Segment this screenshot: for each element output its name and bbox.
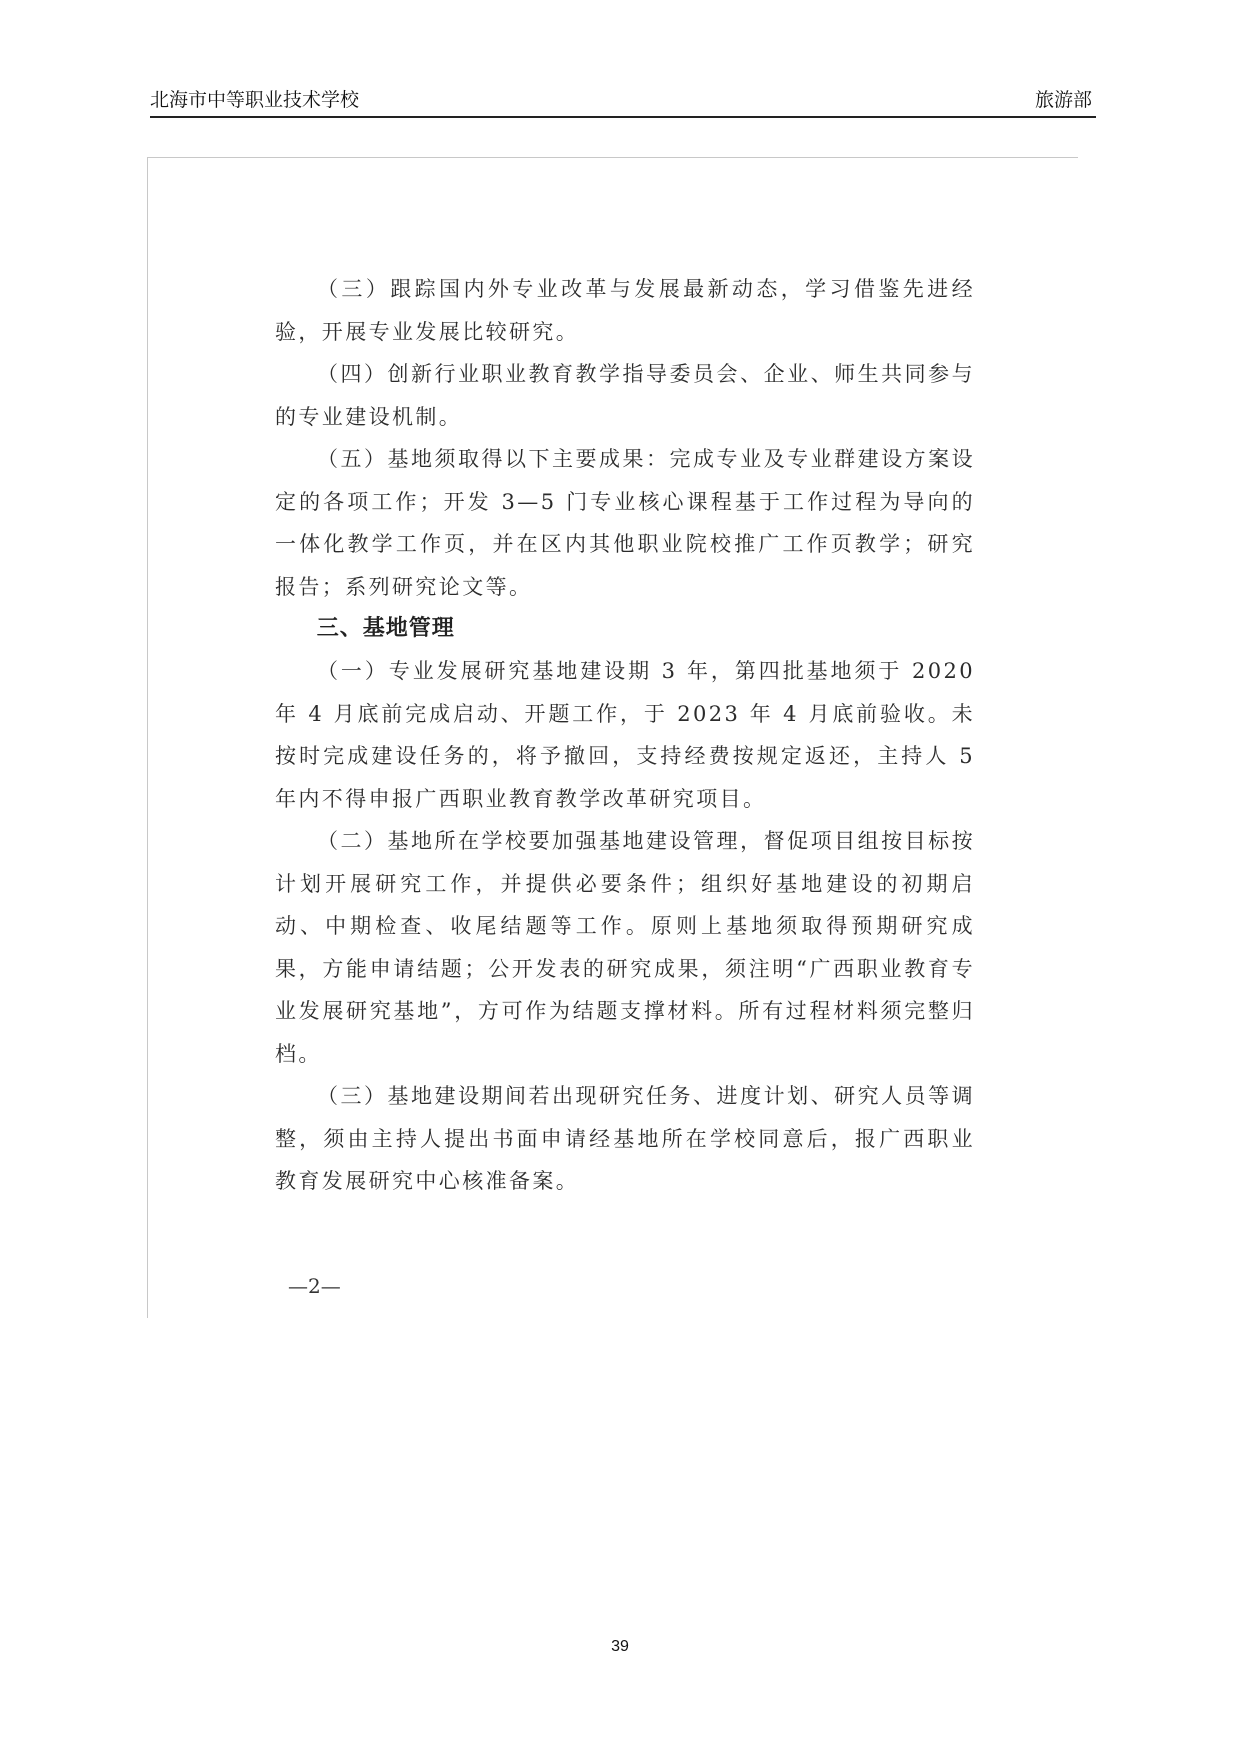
paragraph-four: （四）创新行业职业教育教学指导委员会、企业、师生共同参与的专业建设机制。: [275, 362, 975, 429]
page-number: 39: [611, 1638, 629, 1655]
management-paragraph-two: （二）基地所在学校要加强基地建设管理，督促项目组按目标按计划开展研究工作，并提供必要条件；组织好基地建设的初期启动、中期检查、收尾结题等工作。原则上基地须取得预期研究成果，方能申请结题；公开发表的研究成果，须注明“广西职业教育专业发展研究基地”，方可作为结题支撑材料。所有过程材料须完整归档。: [275, 829, 975, 1066]
paragraph-three: （三）跟踪国内外专业改革与发展最新动态，学习借鉴先进经验，开展专业发展比较研究。: [275, 277, 975, 344]
paragraph-five: （五）基地须取得以下主要成果：完成专业及专业群建设方案设定的各项工作；开发 3—5 门专业核心课程基于工作过程为导向的一体化教学工作页，并在区内其他职业院校推广工作页教学；研究报告；系列研究论文等。: [275, 447, 975, 599]
inner-page-number: —2—: [288, 1274, 341, 1298]
management-paragraph-three: （三）基地建设期间若出现研究任务、进度计划、研究人员等调整，须由主持人提出书面申请经基地所在学校同意后，报广西职业教育发展研究中心核准备案。: [275, 1084, 975, 1193]
document-body: [275, 268, 975, 1203]
department-name: 旅游部: [1034, 89, 1092, 111]
school-name: 北海市中等职业技术学校: [150, 89, 360, 111]
section-title-base-management: 三、基地管理: [316, 616, 455, 641]
page-header: [150, 88, 1096, 118]
management-paragraph-one: （一）专业发展研究基地建设期 3 年，第四批基地须于 2020 年 4 月底前完成启动、开题工作，于 2023 年 4 月底前验收。未按时完成建设任务的，将予撤回，支持经费按规定返还，主持人 5 年内不得申报广西职业教育教学改革研究项目。: [275, 659, 975, 811]
